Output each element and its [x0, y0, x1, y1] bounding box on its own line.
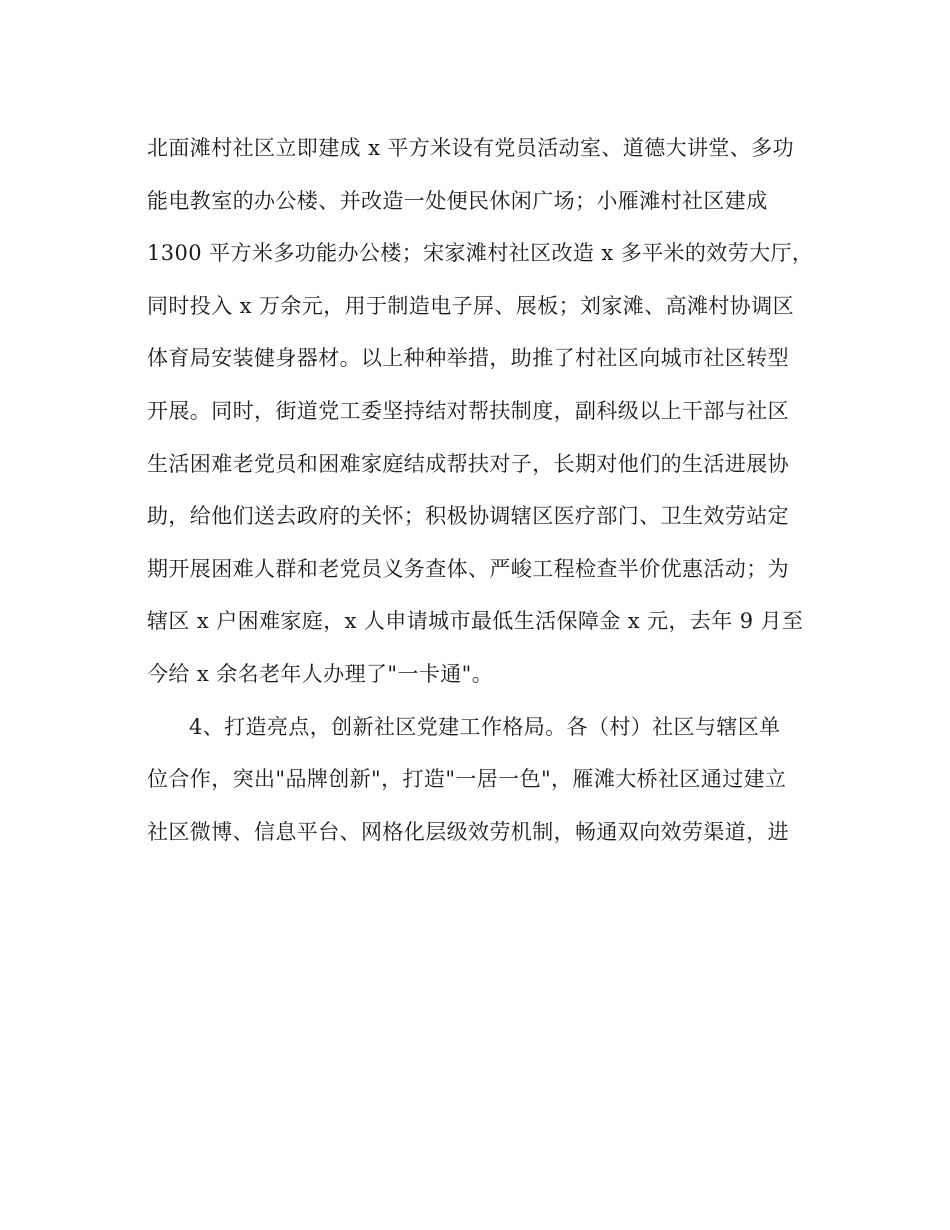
text-line-7: 生活困难老党员和困难家庭结成帮扶对子，长期对他们的生活进展协 [147, 451, 789, 476]
text-line-10: 辖区 x 户困难家庭，x 人申请城市最低生活保障金 x 元，去年 9 月至 [147, 609, 804, 634]
text-line-8: 助，给他们送去政府的关怀；积极协调辖区医疗部门、卫生效劳站定 [147, 504, 789, 529]
text-line-1: 北面滩村社区立即建成 x 平方米设有党员活动室、道德大讲堂、多功 [147, 136, 794, 160]
text-line-12-paragraph-start: 4、打造亮点，创新社区党建工作格局。各（村）社区与辖区单 [189, 714, 781, 739]
text-line-11: 今给 x 余名老年人办理了"一卡通"。 [147, 661, 494, 686]
text-line-6: 开展。同时，街道党工委坚持结对帮扶制度，副科级以上干部与社区 [147, 398, 789, 423]
text-line-4: 同时投入 x 万余元，用于制造电子屏、展板；刘家滩、高滩村协调区 [147, 293, 794, 318]
text-line-5: 体育局安装健身器材。以上种种举措，助推了村社区向城市社区转型 [147, 346, 789, 371]
text-line-3: 1300 平方米多功能办公楼；宋家滩村社区改造 x 多平米的效劳大厅， [147, 241, 814, 266]
text-line-13: 位合作，突出"品牌创新"，打造"一居一色"，雁滩大桥社区通过建立 [147, 767, 787, 792]
body-text [147, 122, 827, 858]
text-line-14: 社区微博、信息平台、网格化层级效劳机制，畅通双向效劳渠道，进 [147, 819, 789, 844]
text-line-9: 期开展困难人群和老党员义务查体、严峻工程检查半价优惠活动；为 [147, 556, 789, 581]
text-line-2: 能电教室的办公楼、并改造一处便民休闲广场；小雁滩村社区建成 [147, 188, 768, 213]
